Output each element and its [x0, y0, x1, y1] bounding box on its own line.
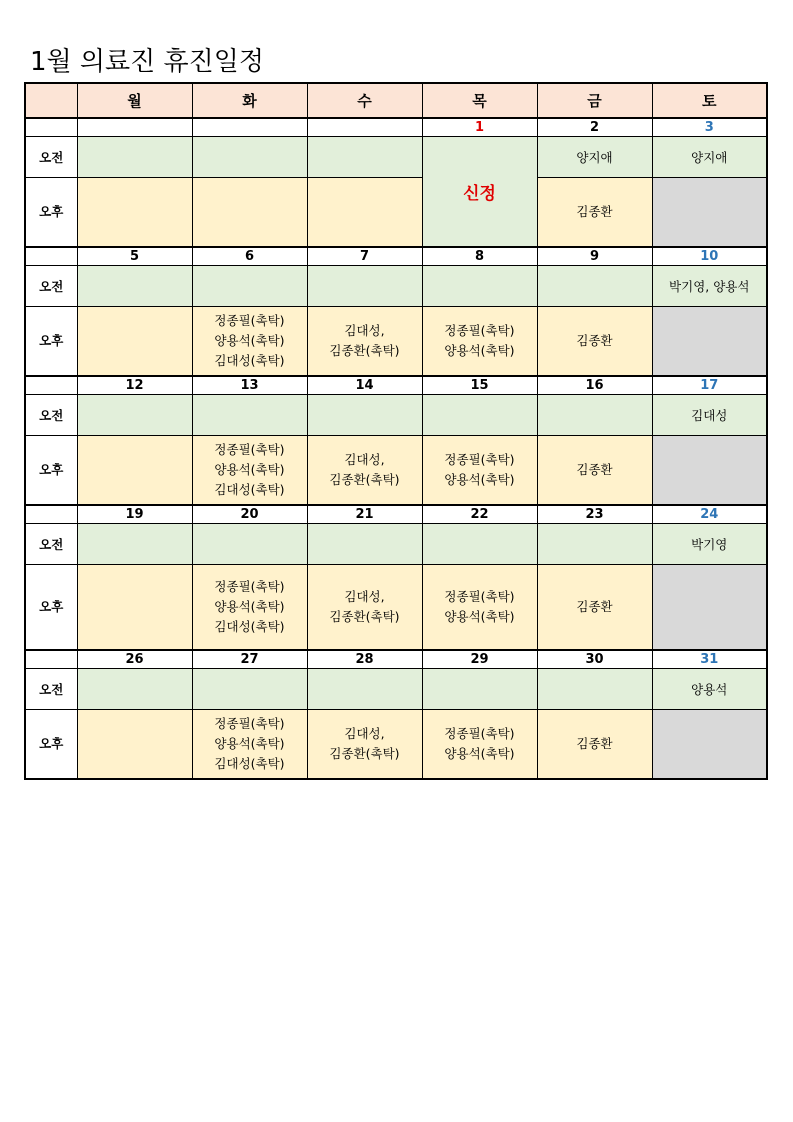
am-cell [77, 669, 192, 710]
am-cell [192, 266, 307, 307]
weekday-header-tue: 화 [192, 83, 307, 118]
am-label: 오전 [25, 395, 77, 436]
pm-cell: 김종환 [537, 436, 652, 506]
date-cell: 22 [422, 505, 537, 524]
pm-label: 오후 [25, 307, 77, 377]
pm-row [25, 178, 767, 248]
am-cell: 박기영 [652, 524, 767, 565]
pm-cell-saturday [652, 710, 767, 780]
am-cell [422, 266, 537, 307]
pm-cell [192, 178, 307, 248]
date-cell: 27 [192, 650, 307, 669]
pm-row [25, 436, 767, 506]
am-row [25, 669, 767, 710]
date-row [25, 505, 767, 524]
weekday-header-fri: 금 [537, 83, 652, 118]
pm-cell-saturday [652, 436, 767, 506]
date-cell: 26 [77, 650, 192, 669]
am-cell: 양지애 [537, 137, 652, 178]
am-cell [307, 395, 422, 436]
date-row [25, 247, 767, 266]
pm-cell: 김대성, 김종환(촉탁) [307, 565, 422, 651]
date-cell [77, 118, 192, 137]
pm-cell: 김종환 [537, 307, 652, 377]
am-cell [192, 669, 307, 710]
am-cell [192, 137, 307, 178]
date-cell-saturday: 17 [652, 376, 767, 395]
pm-label: 오후 [25, 436, 77, 506]
date-cell-holiday: 1 [422, 118, 537, 137]
holiday-label: 신정 [463, 184, 496, 204]
am-row [25, 395, 767, 436]
am-cell [307, 669, 422, 710]
pm-cell [77, 565, 192, 651]
corner-cell [25, 83, 77, 118]
pm-cell-saturday [652, 565, 767, 651]
date-row-label [25, 376, 77, 395]
pm-cell [77, 307, 192, 377]
pm-cell: 정종필(촉탁) 양용석(촉탁) [422, 565, 537, 651]
am-label: 오전 [25, 669, 77, 710]
date-cell: 21 [307, 505, 422, 524]
am-cell [77, 266, 192, 307]
date-cell: 30 [537, 650, 652, 669]
pm-cell-saturday [652, 307, 767, 377]
am-cell [307, 266, 422, 307]
pm-cell [77, 710, 192, 780]
date-row-label [25, 505, 77, 524]
am-label: 오전 [25, 524, 77, 565]
date-cell: 5 [77, 247, 192, 266]
am-cell [422, 524, 537, 565]
pm-cell: 정종필(촉탁) 양용석(촉탁) 김대성(촉탁) [192, 565, 307, 651]
date-cell: 6 [192, 247, 307, 266]
date-row [25, 118, 767, 137]
am-cell [192, 395, 307, 436]
am-cell [422, 669, 537, 710]
holiday-cell [422, 137, 537, 248]
date-cell: 13 [192, 376, 307, 395]
date-cell: 2 [537, 118, 652, 137]
pm-row [25, 565, 767, 651]
date-cell: 12 [77, 376, 192, 395]
date-row [25, 650, 767, 669]
date-cell: 29 [422, 650, 537, 669]
pm-row [25, 307, 767, 377]
pm-label: 오후 [25, 565, 77, 651]
date-cell: 8 [422, 247, 537, 266]
am-cell [307, 524, 422, 565]
date-cell: 15 [422, 376, 537, 395]
date-cell: 9 [537, 247, 652, 266]
am-cell: 양용석 [652, 669, 767, 710]
pm-cell: 김종환 [537, 565, 652, 651]
date-row-label [25, 247, 77, 266]
pm-cell: 정종필(촉탁) 양용석(촉탁) 김대성(촉탁) [192, 436, 307, 506]
date-cell [192, 118, 307, 137]
am-row [25, 524, 767, 565]
date-cell-saturday: 10 [652, 247, 767, 266]
am-cell [192, 524, 307, 565]
date-cell-saturday: 31 [652, 650, 767, 669]
pm-cell: 정종필(촉탁) 양용석(촉탁) [422, 710, 537, 780]
weekday-header-thu: 목 [422, 83, 537, 118]
date-row-label [25, 118, 77, 137]
date-cell: 7 [307, 247, 422, 266]
pm-cell [307, 178, 422, 248]
date-cell: 14 [307, 376, 422, 395]
am-label: 오전 [25, 266, 77, 307]
pm-cell: 김종환 [537, 178, 652, 248]
date-cell: 28 [307, 650, 422, 669]
pm-cell-saturday [652, 178, 767, 248]
am-cell [77, 524, 192, 565]
date-cell: 16 [537, 376, 652, 395]
am-cell: 김대성 [652, 395, 767, 436]
date-cell: 20 [192, 505, 307, 524]
weekday-header-sat: 토 [652, 83, 767, 118]
weekday-header-row [25, 83, 767, 118]
pm-label: 오후 [25, 178, 77, 248]
date-cell: 19 [77, 505, 192, 524]
pm-row [25, 710, 767, 780]
date-cell-saturday: 3 [652, 118, 767, 137]
am-cell [537, 395, 652, 436]
am-cell [422, 395, 537, 436]
weekday-header-mon: 월 [77, 83, 192, 118]
am-row [25, 266, 767, 307]
pm-cell: 김대성, 김종환(촉탁) [307, 436, 422, 506]
pm-cell [77, 178, 192, 248]
schedule-table [24, 82, 768, 780]
date-row-label [25, 650, 77, 669]
am-cell [537, 669, 652, 710]
pm-cell [77, 436, 192, 506]
am-cell [537, 266, 652, 307]
am-cell [77, 395, 192, 436]
pm-cell: 김종환 [537, 710, 652, 780]
date-cell [307, 118, 422, 137]
page-title: 1월 의료진 휴진일정 [30, 47, 264, 77]
am-label: 오전 [25, 137, 77, 178]
pm-cell: 정종필(촉탁) 양용석(촉탁) [422, 436, 537, 506]
pm-cell: 김대성, 김종환(촉탁) [307, 710, 422, 780]
pm-cell: 정종필(촉탁) 양용석(촉탁) [422, 307, 537, 377]
am-cell: 박기영, 양용석 [652, 266, 767, 307]
am-cell: 양지애 [652, 137, 767, 178]
pm-cell: 정종필(촉탁) 양용석(촉탁) 김대성(촉탁) [192, 710, 307, 780]
am-cell [77, 137, 192, 178]
am-cell [307, 137, 422, 178]
pm-label: 오후 [25, 710, 77, 780]
weekday-header-wed: 수 [307, 83, 422, 118]
date-cell-saturday: 24 [652, 505, 767, 524]
date-cell: 23 [537, 505, 652, 524]
pm-cell: 김대성, 김종환(촉탁) [307, 307, 422, 377]
date-row [25, 376, 767, 395]
am-row [25, 137, 767, 178]
am-cell [537, 524, 652, 565]
pm-cell: 정종필(촉탁) 양용석(촉탁) 김대성(촉탁) [192, 307, 307, 377]
